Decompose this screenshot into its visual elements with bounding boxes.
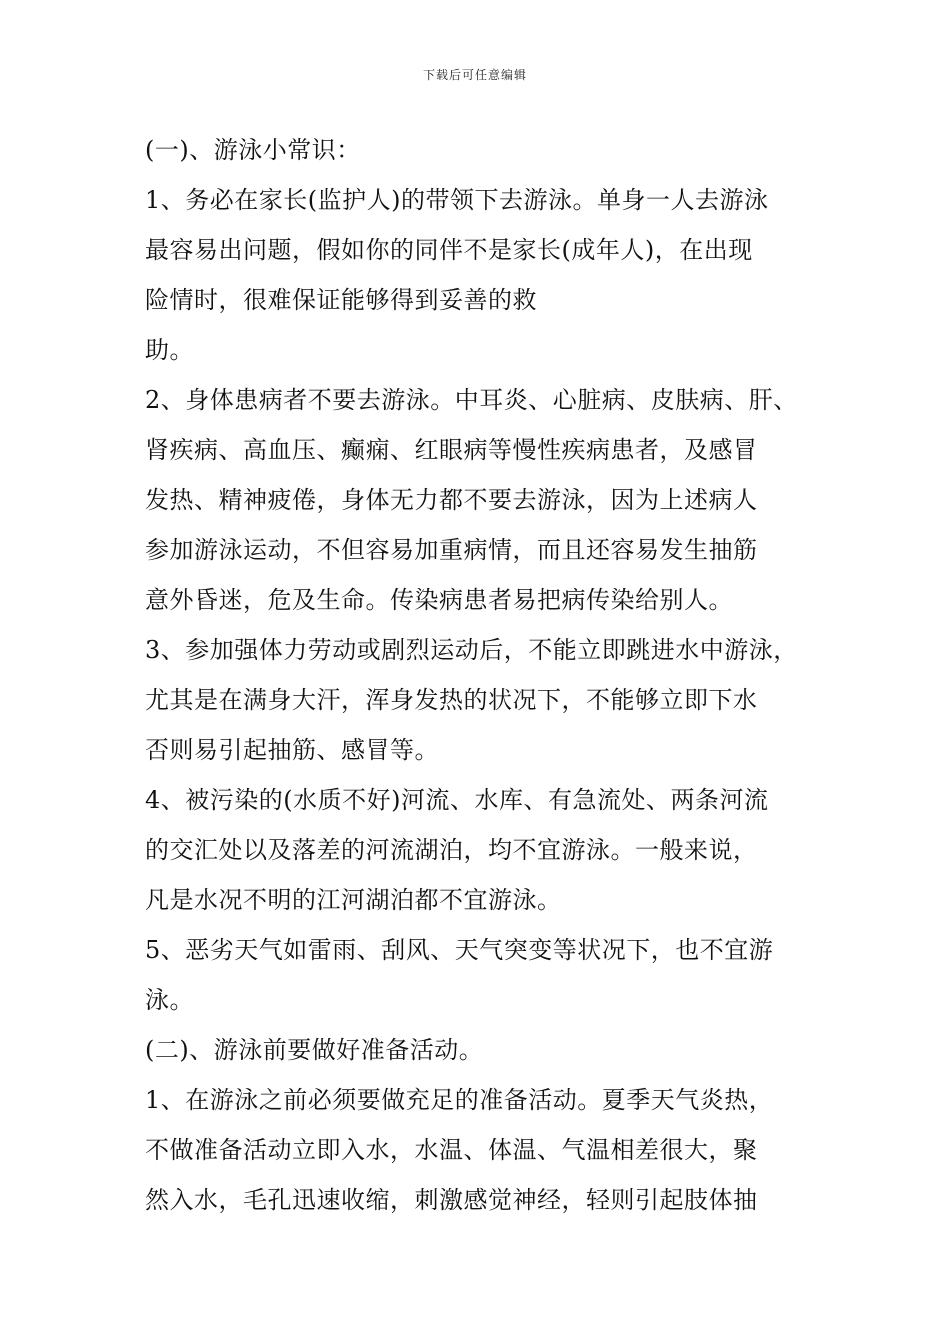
text-line: 然入水，毛孔迅速收缩，刺激感觉神经，轻则引起肢体抽	[145, 1186, 758, 1214]
text-line: 肾疾病、高血压、癫痫、红眼病等慢性疾病患者，及感冒	[145, 436, 758, 464]
text-line: 泳。	[145, 986, 194, 1014]
text-line: 3、参加强体力劳动或剧烈运动后，不能立即跳进水中游泳，	[145, 636, 798, 664]
section-heading: (二)、游泳前要做好准备活动。	[145, 1036, 484, 1064]
text-line: 最容易出问题，假如你的同伴不是家长(成年人)，在出现	[145, 236, 753, 264]
text-line: 5、恶劣天气如雷雨、刮风、天气突变等状况下，也不宜游	[145, 936, 774, 964]
text-line: 助。	[145, 336, 194, 364]
text-line: 4、被污染的(水质不好)河流、水库、有急流处、两条河流	[145, 786, 769, 814]
text-line: 参加游泳运动，不但容易加重病情，而且还容易发生抽筋	[145, 536, 758, 564]
text-line: 险情时，很难保证能够得到妥善的救	[145, 286, 537, 314]
text-line: 尤其是在满身大汗，浑身发热的状况下，不能够立即下水	[145, 686, 758, 714]
page-header-note: 下载后可任意编辑	[422, 68, 527, 82]
text-line: 否则易引起抽筋、感冒等。	[145, 736, 439, 764]
document-body	[145, 125, 820, 1225]
text-line: 2、身体患病者不要去游泳。中耳炎、心脏病、皮肤病、肝、	[145, 386, 798, 414]
text-line: 1、务必在家长(监护人)的带领下去游泳。单身一人去游泳	[145, 186, 769, 214]
text-line: 意外昏迷，危及生命。传染病患者易把病传染给别人。	[145, 586, 733, 614]
text-line: 凡是水况不明的江河湖泊都不宜游泳。	[145, 886, 562, 914]
text-line: 发热、精神疲倦，身体无力都不要去游泳，因为上述病人	[145, 486, 758, 514]
text-line: 的交汇处以及落差的河流湖泊，均不宜游泳。一般来说，	[145, 836, 758, 864]
text-line: 1、在游泳之前必须要做充足的准备活动。夏季天气炎热，	[145, 1086, 774, 1114]
text-line: 不做准备活动立即入水，水温、体温、气温相差很大，聚	[145, 1136, 758, 1164]
section-heading: (一)、游泳小常识：	[145, 136, 361, 164]
